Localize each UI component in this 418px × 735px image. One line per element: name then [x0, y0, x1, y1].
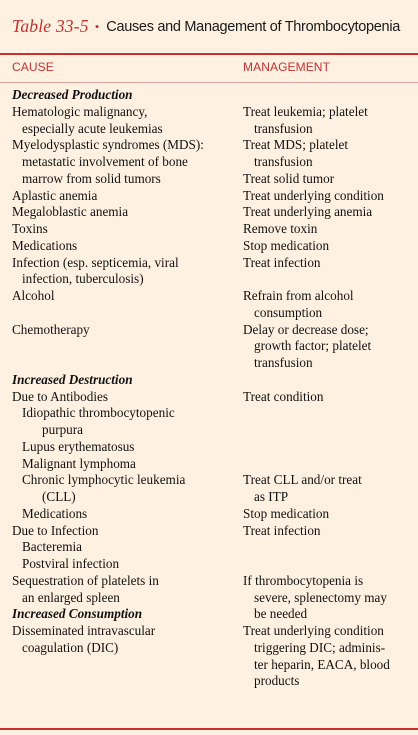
cause-line: Toxins — [12, 221, 48, 236]
management-line: severe, splenectomy may — [254, 589, 387, 605]
column-header-management: MANAGEMENT — [243, 60, 331, 74]
table-title: Causes and Management of Thrombocytopenia — [106, 18, 401, 35]
cause-line: Postviral infection — [22, 556, 120, 571]
cause-line: Chemotherapy — [12, 321, 90, 337]
management-line: be needed — [254, 606, 308, 622]
management-line: Stop medication — [243, 505, 330, 521]
table-number: Table 33-5 — [12, 16, 89, 36]
management-line: Treat underlying condition — [243, 187, 384, 203]
cause-line: Infection (esp. septicemia, viral — [12, 254, 179, 270]
cause-line: purpura — [42, 422, 84, 437]
cause-line: Due to Infection — [12, 522, 99, 538]
section-heading: Decreased Production — [12, 87, 133, 102]
management-line: Stop medication — [243, 237, 330, 253]
management-line: Treat infection — [243, 254, 321, 270]
cause-line: (CLL) — [42, 489, 76, 504]
cause-line: Alcohol — [12, 288, 55, 303]
management-line: products — [254, 673, 300, 689]
management-line: Treat condition — [243, 388, 324, 404]
management-line: triggering DIC; adminis- — [254, 639, 386, 655]
table-title-bar — [0, 0, 418, 55]
management-line: consumption — [254, 304, 323, 320]
management-line: transfusion — [254, 154, 313, 169]
cause-line: marrow from solid tumors — [22, 170, 161, 186]
cause-line: Aplastic anemia — [12, 187, 98, 203]
management-line: growth factor; platelet — [254, 338, 372, 354]
cause-line: Disseminated intravascular — [12, 623, 156, 638]
column-header-row — [0, 55, 418, 83]
management-line: Treat leukemia; platelet — [243, 103, 368, 119]
cause-line: Sequestration of platelets in — [12, 572, 159, 588]
cause-line: Medications — [12, 237, 78, 253]
cause-line: especially acute leukemias — [22, 120, 163, 136]
cause-line: Megaloblastic anemia — [12, 204, 129, 220]
cause-line: infection, tuberculosis) — [22, 271, 144, 287]
management-line: Treat infection — [243, 522, 321, 538]
section-heading: Increased Consumption — [12, 606, 143, 622]
cause-line: Lupus erythematosus — [22, 438, 135, 454]
management-line: Treat CLL and/or treat — [243, 472, 362, 488]
bullet-icon: • — [94, 18, 100, 34]
cause-line: Myelodysplastic syndromes (MDS): — [12, 137, 204, 153]
management-line: transfusion — [254, 120, 313, 136]
management-line: Refrain from alcohol — [243, 288, 354, 303]
management-line: ter heparin, EACA, blood — [254, 656, 390, 672]
cause-line: Idiopathic thrombocytopenic — [22, 405, 175, 421]
management-line: transfusion — [254, 355, 313, 370]
section-heading: Increased Destruction — [12, 371, 133, 387]
management-line: Treat underlying anemia — [243, 204, 373, 220]
management-line: Treat MDS; platelet — [243, 137, 349, 153]
cause-line: Chronic lymphocytic leukemia — [22, 472, 186, 488]
management-line: Treat solid tumor — [243, 170, 335, 186]
cause-line: metastatic involvement of bone — [22, 154, 188, 169]
cause-line: Hematologic malignancy, — [12, 103, 148, 119]
management-line: Remove toxin — [243, 221, 318, 236]
cause-line: Bacteremia — [22, 539, 83, 555]
management-line: as ITP — [254, 489, 289, 504]
bottom-rule — [0, 728, 418, 730]
management-line: Delay or decrease dose; — [243, 321, 369, 337]
cause-line: coagulation (DIC) — [22, 639, 119, 655]
cause-line: an enlarged spleen — [22, 589, 120, 605]
cause-line: Medications — [22, 505, 88, 521]
column-header-cause: CAUSE — [12, 60, 54, 74]
management-line: Treat underlying condition — [243, 623, 384, 638]
cause-line: Due to Antibodies — [12, 388, 108, 404]
cause-line: Malignant lymphoma — [22, 455, 136, 471]
management-line: If thrombocytopenia is — [243, 572, 364, 588]
